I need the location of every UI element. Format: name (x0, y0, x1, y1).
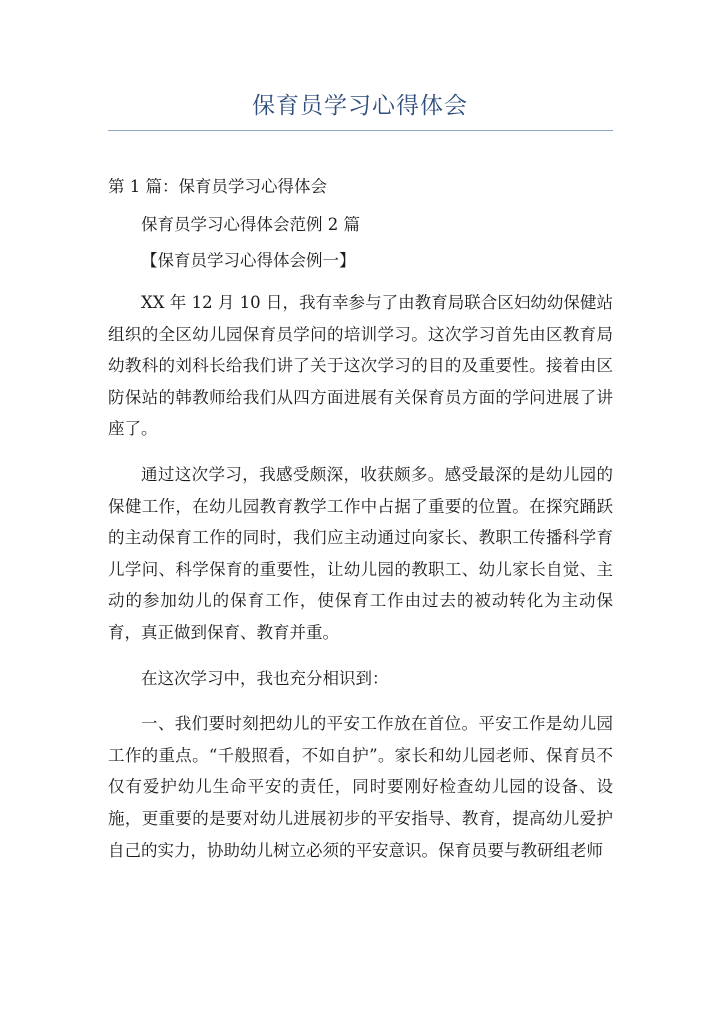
paragraph: 通过这次学习，我感受颇深，收获颇多。感受最深的是幼儿园的保健工作，在幼儿园教育教学工作中占据了重要的位置。在探究踊跃的主动保育工作的同时，我们应主动通过向家长、教职工传播科学育儿学问、科学保育的重要性，让幼儿园的教职工、幼儿家长自觉、主动的参加幼儿的保育工作，使保育工作由过去的被动转化为主动保育，真正做到保育、教育并重。 (108, 464, 613, 642)
section-heading: 第 1 篇：保育员学习心得体会 (108, 177, 327, 196)
paragraph: 在这次学习中，我也充分相识到： (141, 668, 389, 688)
example-heading: 【保育员学习心得体会例一】 (141, 251, 356, 270)
paragraph: XX 年 12 月 10 日，我有幸参与了由教育局联合区妇幼幼保健站组织的全区幼儿园保育员学问的培训学习。这次学习首先由区教育局幼教科的刘科长给我们讲了关于这次学习的目的及重要性。接着由区防保站的韩教师给我们从四方面进展有关保育员方面的学问进展了讲座了。 (108, 293, 613, 439)
subtitle: 保育员学习心得体会范例 2 篇 (141, 215, 360, 234)
title-divider (108, 130, 613, 131)
paragraph: 一、我们要时刻把幼儿的平安工作放在首位。平安工作是幼儿园工作的重点。“千般照看，不如自护”。家长和幼儿园老师、保育员不仅有爱护幼儿生命平安的责任，同时要刚好检查幼儿园的设备、设施，更重要的是要对幼儿进展初步的平安指导、教育，提高幼儿爱护自己的实力，协助幼儿树立必须的平安意识。保育员要与教研组老师 (108, 714, 613, 860)
document-body (108, 174, 613, 866)
document-title: 保育员学习心得体会 (252, 93, 468, 119)
